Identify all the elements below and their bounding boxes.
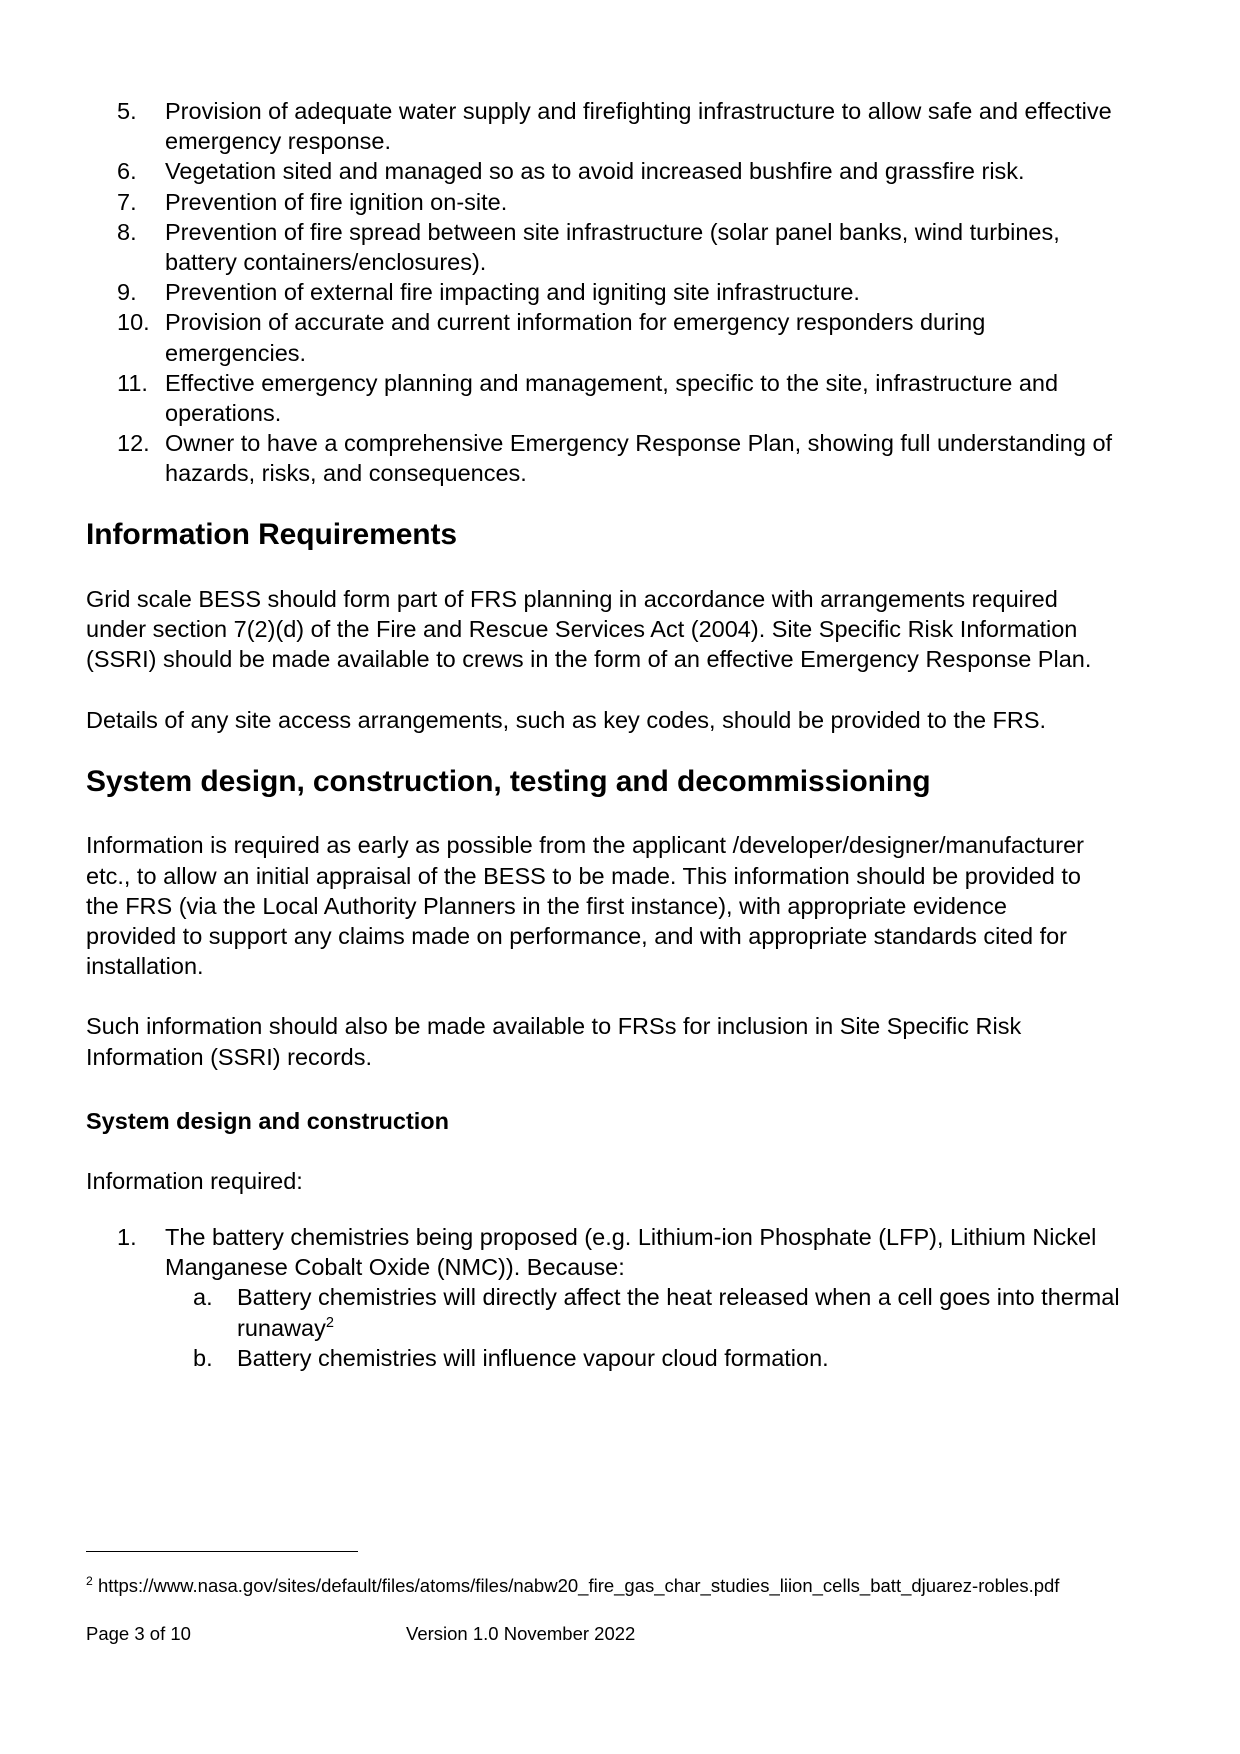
list-item bbox=[165, 1282, 1128, 1342]
list-marker: 6. bbox=[117, 158, 137, 185]
list-item-text: Effective emergency planning and management, specific to the site, infrastructure and operations. bbox=[165, 369, 1059, 426]
spacer bbox=[86, 800, 1128, 830]
list-item bbox=[165, 1343, 1128, 1373]
spacer bbox=[86, 675, 1128, 705]
page-content bbox=[86, 96, 1128, 1373]
paragraph-system-design-1: Information is required as early as possible from the applicant /developer/designer/manufacturer etc., to allow an initial appraisal of the BESS to be made. This information should be provided to the FRS (via the Local Authority Planners in the first instance), with appropriate evidence provided to support any claims made on performance, and with appropriate standards cited for installation. bbox=[86, 832, 1084, 980]
list-marker: 5. bbox=[117, 98, 137, 124]
paragraph-information-requirements-2: Details of any site access arrangements, such as key codes, should be provided to the FRS. bbox=[86, 706, 1047, 733]
list-item-text: Vegetation sited and managed so as to avoid increased bushfire and grassfire risk. bbox=[165, 158, 1025, 185]
page-footer bbox=[86, 1622, 1128, 1646]
list-item bbox=[86, 277, 1128, 307]
spacer bbox=[86, 1196, 1128, 1222]
spacer bbox=[86, 1136, 1128, 1166]
paragraph-information-required-lead-in: Information required: bbox=[86, 1167, 303, 1194]
list-marker: 10. bbox=[117, 309, 150, 336]
subheading-system-design-and-construction: System design and construction bbox=[86, 1107, 450, 1134]
list-marker: b. bbox=[193, 1344, 213, 1371]
footnote-separator-rule bbox=[86, 1551, 358, 1552]
footnote-zone bbox=[86, 1551, 1128, 1646]
list-marker: 12. bbox=[117, 430, 150, 457]
footnote-number: 2 bbox=[86, 1573, 93, 1588]
section-heading-information-requirements: Information Requirements bbox=[86, 518, 457, 552]
list-item bbox=[86, 307, 1128, 367]
requirements-list-continued bbox=[86, 96, 1128, 488]
spacer bbox=[86, 1072, 1128, 1106]
list-item bbox=[86, 217, 1128, 277]
list-item-text: Provision of adequate water supply and firefighting infrastructure to allow safe and effective emergency response. bbox=[165, 98, 1112, 155]
spacer bbox=[86, 981, 1128, 1011]
section-heading-system-design: System design, construction, testing and decommissioning bbox=[86, 764, 931, 798]
list-marker: 7. bbox=[117, 188, 137, 215]
list-marker: 9. bbox=[117, 279, 137, 306]
list-item-text: Provision of accurate and current information for emergency responders during emergencies. bbox=[165, 309, 986, 366]
list-item-text: Prevention of external fire impacting and igniting site infrastructure. bbox=[165, 279, 860, 306]
list-item bbox=[86, 1222, 1128, 1373]
list-marker: 8. bbox=[117, 218, 137, 245]
footnote-url: https://www.nasa.gov/sites/default/files/atoms/files/nabw20_fire_gas_char_studies_liion_cells_batt_djuarez-robles.pdf bbox=[97, 1574, 1060, 1596]
list-item bbox=[86, 368, 1128, 428]
system-design-requirements-list bbox=[86, 1222, 1128, 1373]
footnote-entry bbox=[86, 1574, 1128, 1598]
list-item-text: Owner to have a comprehensive Emergency Response Plan, showing full understanding of hazards, risks, and consequences. bbox=[165, 430, 1113, 487]
list-marker: a. bbox=[193, 1284, 213, 1311]
system-design-sublist bbox=[165, 1282, 1128, 1373]
list-item bbox=[86, 187, 1128, 217]
footer-version: Version 1.0 November 2022 bbox=[406, 1622, 636, 1644]
paragraph-information-requirements-1: Grid scale BESS should form part of FRS planning in accordance with arrangements required under section 7(2)(d) of the Fire and Rescue Services Act (2004). Site Specific Risk Information (SSRI) should be made available to crews in the form of an effective Emergency Response Plan. bbox=[86, 586, 1092, 673]
list-item-text: Prevention of fire spread between site infrastructure (solar panel banks, wind turbines, battery containers/enclosures). bbox=[165, 218, 1060, 275]
spacer bbox=[86, 554, 1128, 584]
list-item-text: Battery chemistries will influence vapour cloud formation. bbox=[237, 1344, 829, 1371]
list-item bbox=[86, 96, 1128, 156]
footnote-reference: 2 bbox=[325, 1314, 334, 1331]
list-marker: 1. bbox=[117, 1224, 137, 1251]
list-item-text: The battery chemistries being proposed (e.g. Lithium-ion Phosphate (LFP), Lithium Nickel Manganese Cobalt Oxide (NMC)). Because: bbox=[165, 1224, 1097, 1281]
list-item-text: Prevention of fire ignition on-site. bbox=[165, 188, 508, 215]
list-item-text: Battery chemistries will directly affect the heat released when a cell goes into thermal runaway bbox=[237, 1284, 1120, 1341]
list-marker: 11. bbox=[117, 369, 148, 396]
list-item bbox=[86, 428, 1128, 488]
footer-page-number: Page 3 of 10 bbox=[86, 1622, 191, 1644]
paragraph-system-design-2: Such information should also be made available to FRSs for inclusion in Site Specific Risk Information (SSRI) records. bbox=[86, 1013, 1022, 1070]
list-item bbox=[86, 156, 1128, 186]
